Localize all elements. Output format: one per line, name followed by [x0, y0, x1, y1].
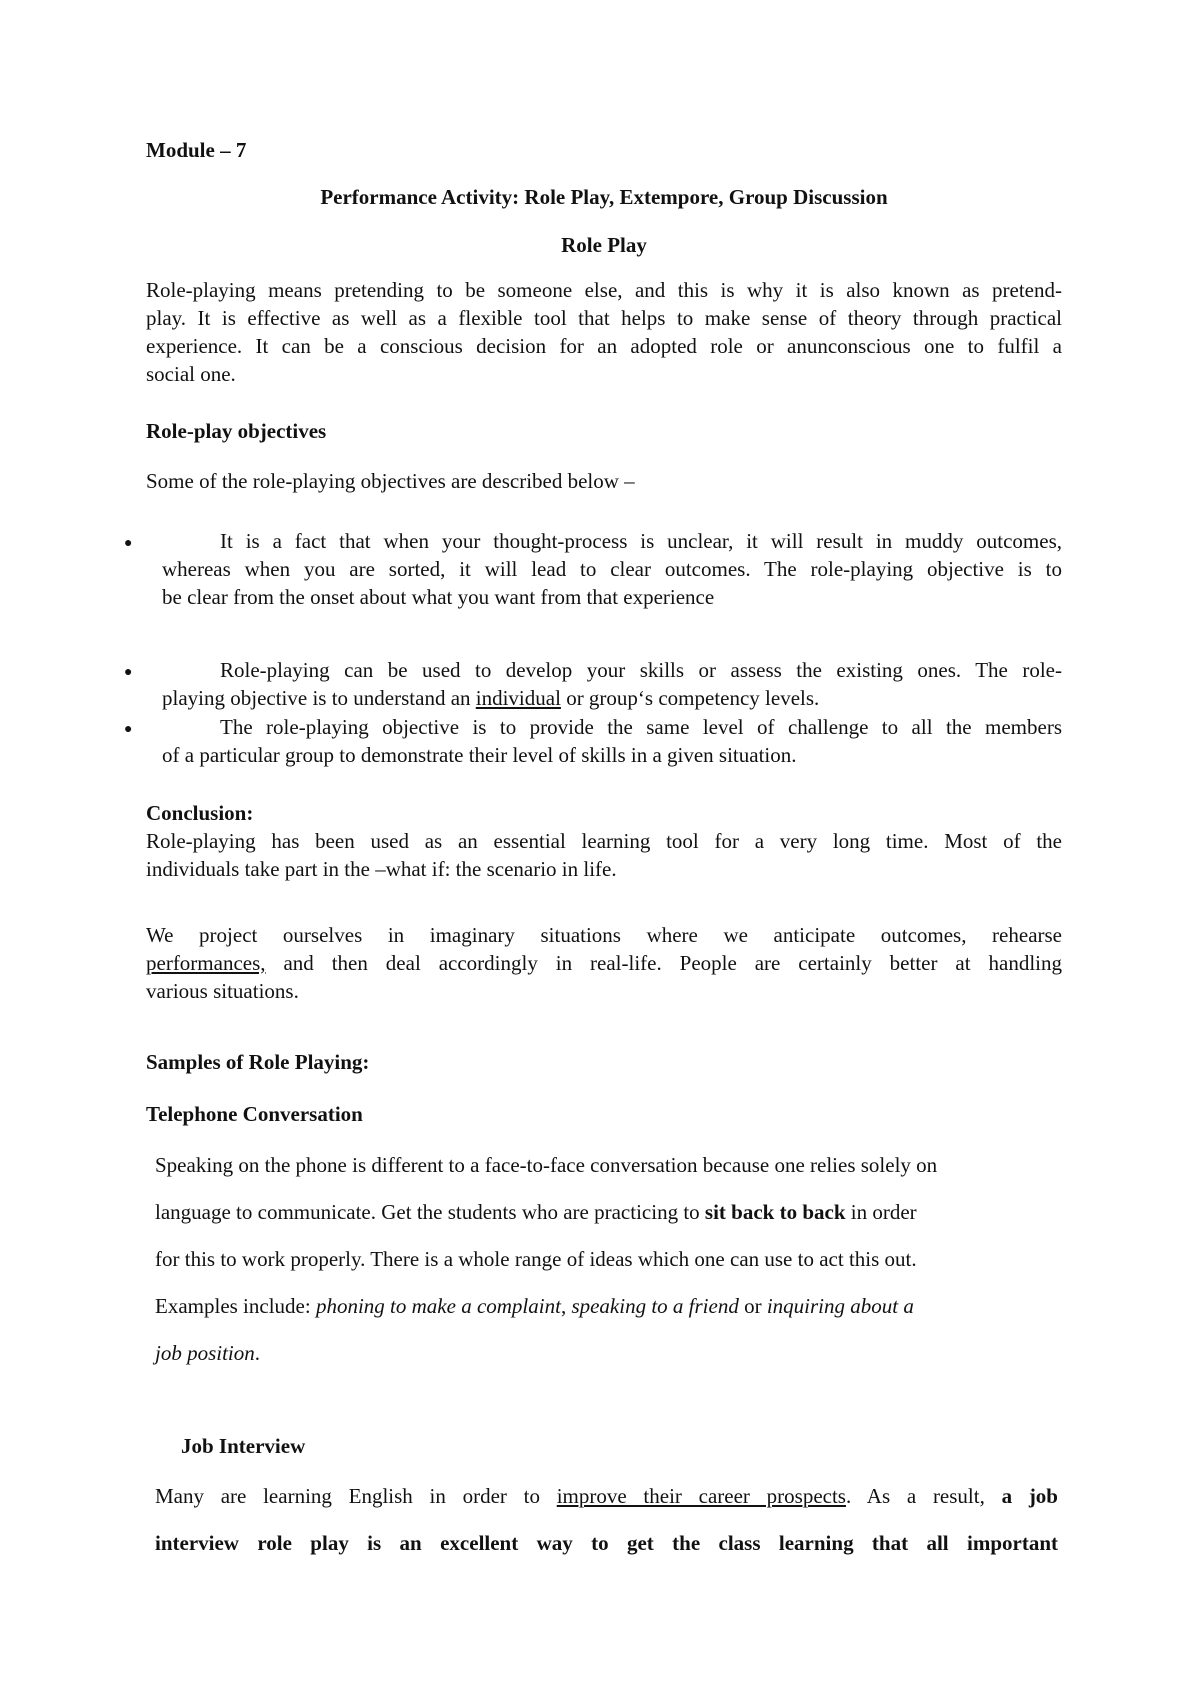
bullet-3-line-1: The role-playing objective is to provide the same level of challenge to all the members — [220, 715, 1062, 739]
bullet-2-line-1: Role-playing can be used to develop your skills or assess the existing ones. The role- — [220, 658, 1062, 682]
project-line: We project ourselves in imaginary situations where we anticipate outcomes, rehearse — [146, 923, 1062, 947]
intro-line: social one. — [146, 362, 236, 386]
job-interview-heading: Job Interview — [181, 1434, 306, 1458]
example-job-position: job position — [155, 1341, 255, 1365]
bullet-icon: ● — [124, 665, 133, 680]
performances-underlined: performances, — [146, 951, 266, 975]
example-inquiring: inquiring about a — [766, 1294, 914, 1318]
bullet-1-line-1: It is a fact that when your thought-process is unclear, it will result in muddy outcomes, — [220, 529, 1062, 553]
telephone-text: language to communicate. Get the students who are practicing to — [155, 1200, 705, 1224]
job-bold: a job — [1001, 1484, 1058, 1508]
project-line: various situations. — [146, 979, 299, 1003]
objectives-intro: Some of the role-playing objectives are described below – — [146, 469, 635, 493]
telephone-paragraph — [155, 1142, 1055, 1377]
bullet-icon: ● — [124, 536, 133, 551]
bullet-1-line-3: be clear from the onset about what you want from that experience — [162, 585, 715, 609]
job-interview-paragraph — [155, 1473, 1058, 1567]
bullet-2-text: or group‘s competency levels. — [560, 686, 820, 710]
job-text: Many are learning English in order to — [155, 1484, 557, 1508]
bullet-2-text: playing objective is to understand an — [162, 686, 476, 710]
telephone-heading: Telephone Conversation — [146, 1102, 363, 1126]
example-friend: speaking to a friend — [571, 1294, 739, 1318]
separator: or — [738, 1294, 767, 1318]
intro-line: Role-playing means pretending to be someone else, and this is why it is also known as pretend- — [146, 278, 1062, 302]
telephone-text: Examples include: — [155, 1294, 316, 1318]
intro-line: experience. It can be a conscious decision for an adopted role or anunconscious one to fulfil a — [146, 334, 1062, 358]
objectives-heading: Role-play objectives — [146, 419, 327, 443]
job-bold-line: interview role play is an excellent way to get the class learning that all important — [155, 1531, 1058, 1555]
bullet-icon: ● — [124, 722, 133, 737]
main-title: Performance Activity: Role Play, Extempore, Group Discussion — [320, 185, 888, 209]
sit-back-bold: sit back to back — [704, 1200, 846, 1224]
intro-paragraph — [146, 276, 1062, 388]
telephone-line: for this to work properly. There is a whole range of ideas which one can use to act this out. — [155, 1247, 917, 1271]
example-complaint: phoning to make a complaint — [315, 1294, 561, 1318]
conclusion-heading: Conclusion: — [146, 801, 254, 825]
conclusion-line: Role-playing has been used as an essential learning tool for a very long time. Most of the — [146, 829, 1062, 853]
project-line: and then deal accordingly in real-life. People are certainly better at handling — [265, 951, 1062, 975]
bullet-1-line-2: whereas when you are sorted, it will lead to clear outcomes. The role-playing objective is to — [162, 557, 1062, 581]
telephone-line: Speaking on the phone is different to a face-to-face conversation because one relies solely on — [155, 1153, 938, 1177]
telephone-text: in order — [845, 1200, 917, 1224]
conclusion-paragraph — [146, 827, 1062, 883]
module-title: Module – 7 — [146, 138, 247, 162]
section-title: Role Play — [561, 233, 647, 257]
period: . — [254, 1341, 261, 1365]
bullet-3-line-2: of a particular group to demonstrate their level of skills in a given situation. — [162, 743, 797, 767]
separator: , — [560, 1294, 572, 1318]
bullet-item-3 — [162, 713, 1062, 769]
job-text: . As a result, — [845, 1484, 1002, 1508]
bullet-item-2 — [162, 656, 1062, 712]
conclusion-line: individuals take part in the –what if: the scenario in life. — [146, 857, 617, 881]
intro-line: play. It is effective as well as a flexible tool that helps to make sense of theory through practical — [146, 306, 1062, 330]
project-paragraph — [146, 921, 1062, 1005]
samples-heading: Samples of Role Playing: — [146, 1050, 370, 1074]
career-prospects-underlined: improve their career prospects — [556, 1484, 846, 1508]
individual-underlined: individual — [475, 686, 561, 710]
bullet-item-1 — [162, 527, 1062, 611]
